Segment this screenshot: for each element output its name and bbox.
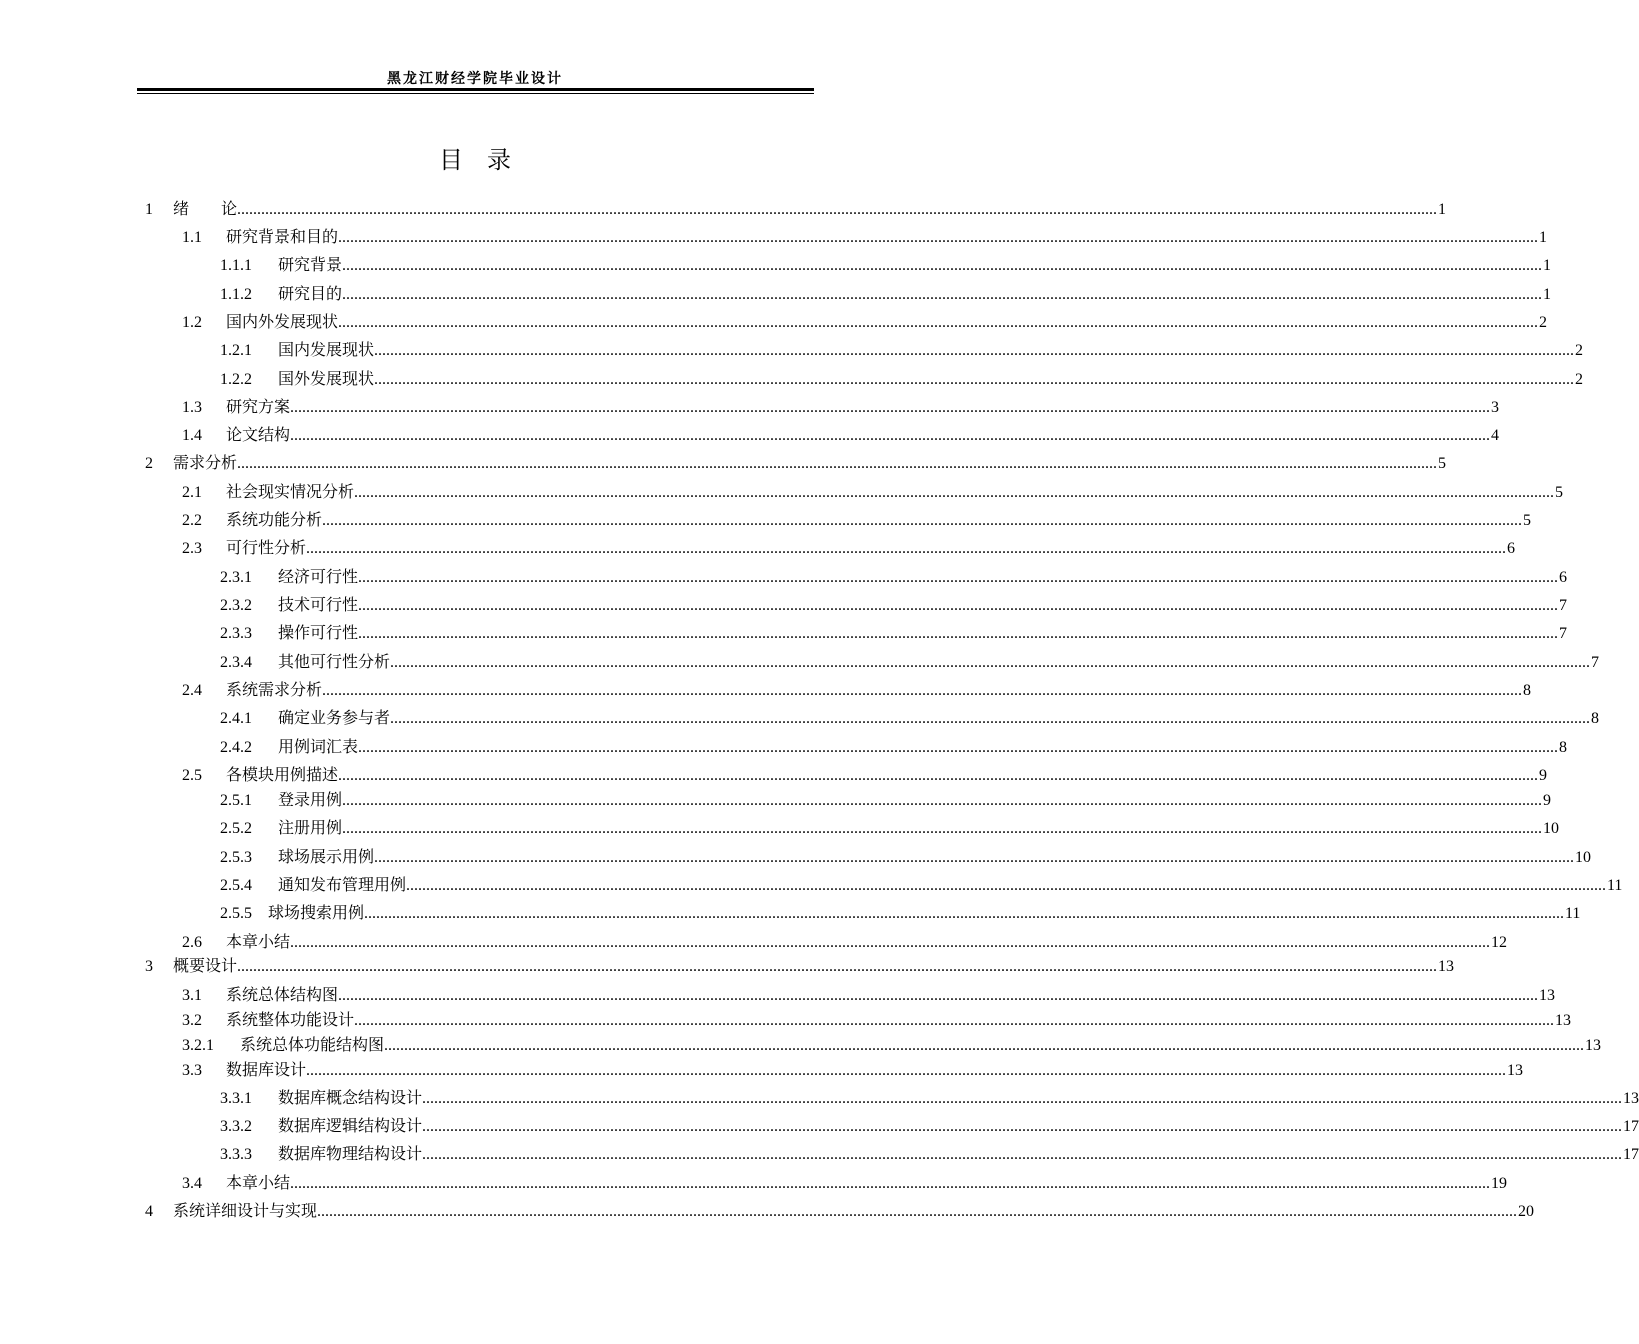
toc-entry-page: 13 bbox=[1437, 956, 1454, 978]
toc-leader-dots: ............................................................................................................................................................................................................................................................................................................ bbox=[322, 512, 1523, 529]
toc-entry-number: 2.2 bbox=[182, 512, 202, 529]
toc-entry-number: 3.1 bbox=[182, 987, 202, 1004]
toc-entry-page: 1 bbox=[1538, 227, 1547, 249]
toc-entry[interactable] bbox=[0, 1173, 1508, 1195]
toc-entry-title: 绪 论 bbox=[173, 199, 237, 221]
toc-leader-dots: ............................................................................................................................................................................................................................................................................................................ bbox=[306, 540, 1507, 557]
toc-entry-number: 2.3.1 bbox=[220, 569, 252, 586]
toc-entry[interactable] bbox=[0, 284, 1552, 306]
toc-leader-dots: ............................................................................................................................................................................................................................................................................................................ bbox=[422, 1118, 1623, 1135]
toc-leader-dots: ............................................................................................................................................................................................................................................................................................................ bbox=[422, 1090, 1623, 1107]
toc-entry-number: 1.2.2 bbox=[220, 371, 252, 388]
toc-leader-dots: ............................................................................................................................................................................................................................................................................................................ bbox=[406, 877, 1607, 894]
toc-entry-number: 3.2.1 bbox=[182, 1037, 214, 1054]
toc-entry-page: 5 bbox=[1554, 482, 1563, 504]
toc-entry-page: 8 bbox=[1522, 680, 1531, 702]
toc-entry[interactable] bbox=[0, 708, 1600, 730]
toc-leader-dots: ............................................................................................................................................................................................................................................................................................................ bbox=[317, 1203, 1518, 1220]
toc-leader-dots: ............................................................................................................................................................................................................................................................................................................ bbox=[374, 371, 1575, 388]
toc-entry-title: 研究背景 bbox=[278, 255, 342, 277]
toc-entry-number: 1.3 bbox=[182, 399, 202, 416]
toc-entry-number: 1.4 bbox=[182, 427, 202, 444]
toc-entry[interactable] bbox=[0, 453, 1447, 475]
toc-entry[interactable] bbox=[0, 567, 1568, 589]
toc-entry-number: 3.2 bbox=[182, 1012, 202, 1029]
toc-entry-number: 2.4.2 bbox=[220, 739, 252, 756]
toc-entry-title: 系统整体功能设计 bbox=[226, 1010, 354, 1032]
toc-entry-page: 1 bbox=[1542, 255, 1551, 277]
toc-leader-dots: ............................................................................................................................................................................................................................................................................................................ bbox=[364, 905, 1565, 922]
toc-entry-title: 系统总体结构图 bbox=[226, 985, 338, 1007]
toc-entry-number: 3.3.2 bbox=[220, 1118, 252, 1135]
toc-entry[interactable] bbox=[0, 903, 1581, 925]
toc-entry-number: 2.3 bbox=[182, 540, 202, 557]
toc-entry-page: 6 bbox=[1506, 538, 1515, 560]
toc-entry-title: 通知发布管理用例 bbox=[278, 875, 406, 897]
toc-entry-number: 3.4 bbox=[182, 1175, 202, 1192]
toc-entry-title: 本章小结 bbox=[226, 932, 290, 954]
toc-entry-page: 13 bbox=[1622, 1088, 1639, 1110]
toc-entry-number: 3 bbox=[145, 958, 153, 975]
toc-entry-title: 国内外发展现状 bbox=[226, 312, 338, 334]
toc-entry[interactable] bbox=[0, 680, 1532, 702]
toc-entry-title: 系统功能分析 bbox=[226, 510, 322, 532]
toc-entry[interactable] bbox=[0, 875, 1623, 897]
toc-leader-dots: ............................................................................................................................................................................................................................................................................................................ bbox=[338, 987, 1539, 1004]
toc-leader-dots: ............................................................................................................................................................................................................................................................................................................ bbox=[290, 934, 1491, 951]
toc-leader-dots: ............................................................................................................................................................................................................................................................................................................ bbox=[390, 710, 1591, 727]
toc-entry-title: 注册用例 bbox=[278, 818, 342, 840]
toc-entry-number: 1.2 bbox=[182, 314, 202, 331]
toc-entry-number: 2.6 bbox=[182, 934, 202, 951]
toc-entry-number: 2.5.3 bbox=[220, 849, 252, 866]
toc-entry-title: 数据库物理结构设计 bbox=[278, 1144, 422, 1166]
toc-entry-page: 17 bbox=[1622, 1116, 1639, 1138]
toc-entry-page: 6 bbox=[1558, 567, 1567, 589]
toc-leader-dots: ............................................................................................................................................................................................................................................................................................................ bbox=[374, 342, 1575, 359]
toc-leader-dots: ............................................................................................................................................................................................................................................................................................................ bbox=[237, 455, 1438, 472]
toc-entry-page: 3 bbox=[1490, 397, 1499, 419]
toc-entry-title: 论文结构 bbox=[226, 425, 290, 447]
toc-leader-dots: ............................................................................................................................................................................................................................................................................................................ bbox=[358, 625, 1559, 642]
toc-entry[interactable] bbox=[0, 623, 1568, 645]
toc-leader-dots: ............................................................................................................................................................................................................................................................................................................ bbox=[390, 654, 1591, 671]
toc-entry-title: 需求分析 bbox=[173, 453, 237, 475]
toc-entry-number: 3.3.3 bbox=[220, 1146, 252, 1163]
toc-leader-dots: ............................................................................................................................................................................................................................................................................................................ bbox=[237, 958, 1438, 975]
toc-entry[interactable] bbox=[0, 737, 1568, 759]
toc-leader-dots: ............................................................................................................................................................................................................................................................................................................ bbox=[237, 201, 1438, 218]
toc-entry[interactable] bbox=[0, 199, 1447, 221]
toc-entry[interactable] bbox=[0, 956, 1455, 978]
toc-entry-number: 3.3.1 bbox=[220, 1090, 252, 1107]
toc-leader-dots: ............................................................................................................................................................................................................................................................................................................ bbox=[290, 1175, 1491, 1192]
toc-leader-dots: ............................................................................................................................................................................................................................................................................................................ bbox=[306, 1062, 1507, 1079]
toc-entry-title: 社会现实情况分析 bbox=[226, 482, 354, 504]
toc-entry-number: 1.2.1 bbox=[220, 342, 252, 359]
toc-leader-dots: ............................................................................................................................................................................................................................................................................................................ bbox=[338, 229, 1539, 246]
toc-entry[interactable] bbox=[0, 818, 1560, 840]
toc-entry-number: 2 bbox=[145, 455, 153, 472]
toc-entry-title: 概要设计 bbox=[173, 956, 237, 978]
toc-entry-title: 研究背景和目的 bbox=[226, 227, 338, 249]
toc-entry-page: 11 bbox=[1606, 875, 1622, 897]
toc-entry[interactable] bbox=[0, 790, 1552, 812]
toc-entry-title: 球场展示用例 bbox=[278, 847, 374, 869]
toc-entry-page: 10 bbox=[1542, 818, 1559, 840]
toc-entry-title: 国外发展现状 bbox=[278, 369, 374, 391]
toc-leader-dots: ............................................................................................................................................................................................................................................................................................................ bbox=[354, 1012, 1555, 1029]
toc-entry-title: 登录用例 bbox=[278, 790, 342, 812]
toc-entry-number: 2.3.4 bbox=[220, 654, 252, 671]
toc-entry-title: 数据库设计 bbox=[226, 1060, 306, 1082]
toc-entry-title: 系统详细设计与实现 bbox=[173, 1201, 317, 1223]
toc-leader-dots: ............................................................................................................................................................................................................................................................................................................ bbox=[338, 767, 1539, 784]
toc-entry[interactable] bbox=[0, 510, 1532, 532]
toc-entry-page: 2 bbox=[1574, 369, 1583, 391]
toc-entry[interactable] bbox=[0, 340, 1584, 362]
toc-entry-page: 2 bbox=[1538, 312, 1547, 334]
toc-entry[interactable] bbox=[0, 1201, 1535, 1223]
toc-entry[interactable] bbox=[0, 652, 1600, 674]
toc-entry-title: 可行性分析 bbox=[226, 538, 306, 560]
toc-entry-page: 7 bbox=[1590, 652, 1599, 674]
toc-entry-number: 2.4 bbox=[182, 682, 202, 699]
toc-entry-number: 2.1 bbox=[182, 484, 202, 501]
toc-entry-title: 研究方案 bbox=[226, 397, 290, 419]
toc-entry[interactable] bbox=[0, 985, 1556, 1007]
toc-entry-number: 2.5.1 bbox=[220, 792, 252, 809]
toc-title: 目 录 bbox=[439, 148, 511, 174]
toc-leader-dots: ............................................................................................................................................................................................................................................................................................................ bbox=[422, 1146, 1623, 1163]
toc-leader-dots: ............................................................................................................................................................................................................................................................................................................ bbox=[290, 399, 1491, 416]
toc-entry[interactable] bbox=[0, 312, 1548, 334]
toc-entry-page: 7 bbox=[1558, 595, 1567, 617]
toc-entry[interactable] bbox=[0, 932, 1508, 954]
toc-entry-page: 11 bbox=[1564, 903, 1580, 925]
toc-entry[interactable] bbox=[0, 847, 1592, 869]
toc-entry-page: 9 bbox=[1538, 765, 1547, 787]
toc-entry-page: 5 bbox=[1522, 510, 1531, 532]
toc-entry[interactable] bbox=[0, 1060, 1524, 1082]
toc-entry[interactable] bbox=[0, 538, 1516, 560]
toc-leader-dots: ............................................................................................................................................................................................................................................................................................................ bbox=[374, 849, 1575, 866]
toc-entry-title: 用例词汇表 bbox=[278, 737, 358, 759]
toc-entry-page: 5 bbox=[1437, 453, 1446, 475]
toc-entry[interactable] bbox=[0, 595, 1568, 617]
header-rule-thick bbox=[137, 88, 814, 91]
toc-entry-page: 8 bbox=[1558, 737, 1567, 759]
toc-entry-page: 13 bbox=[1584, 1035, 1601, 1057]
toc-entry-title: 操作可行性 bbox=[278, 623, 358, 645]
toc-entry[interactable] bbox=[0, 765, 1548, 787]
toc-entry-page: 13 bbox=[1538, 985, 1555, 1007]
toc-leader-dots: ............................................................................................................................................................................................................................................................................................................ bbox=[342, 257, 1543, 274]
toc-entry-page: 1 bbox=[1542, 284, 1551, 306]
toc-leader-dots: ............................................................................................................................................................................................................................................................................................................ bbox=[358, 597, 1559, 614]
toc-entry-number: 2.3.3 bbox=[220, 625, 252, 642]
toc-leader-dots: ............................................................................................................................................................................................................................................................................................................ bbox=[322, 682, 1523, 699]
toc-leader-dots: ............................................................................................................................................................................................................................................................................................................ bbox=[354, 484, 1555, 501]
toc-leader-dots: ............................................................................................................................................................................................................................................................................................................ bbox=[358, 569, 1559, 586]
toc-entry-title: 球场搜索用例 bbox=[268, 903, 364, 925]
toc-leader-dots: ............................................................................................................................................................................................................................................................................................................ bbox=[342, 820, 1543, 837]
toc-entry-page: 4 bbox=[1490, 425, 1499, 447]
toc-entry-page: 9 bbox=[1542, 790, 1551, 812]
toc-entry-number: 1 bbox=[145, 201, 153, 218]
toc-entry[interactable] bbox=[0, 227, 1548, 249]
toc-entry[interactable] bbox=[0, 425, 1500, 447]
toc-leader-dots: ............................................................................................................................................................................................................................................................................................................ bbox=[384, 1037, 1585, 1054]
toc-entry-title: 本章小结 bbox=[226, 1173, 290, 1195]
toc-entry[interactable] bbox=[0, 1088, 1639, 1110]
toc-entry-page: 2 bbox=[1574, 340, 1583, 362]
toc-entry-page: 19 bbox=[1490, 1173, 1507, 1195]
toc-entry-page: 20 bbox=[1517, 1201, 1534, 1223]
toc-leader-dots: ............................................................................................................................................................................................................................................................................................................ bbox=[338, 314, 1539, 331]
page-header: 黑龙江财经学院毕业设计 bbox=[387, 72, 563, 87]
toc-leader-dots: ............................................................................................................................................................................................................................................................................................................ bbox=[342, 286, 1543, 303]
toc-entry[interactable] bbox=[0, 1116, 1639, 1138]
toc-entry-number: 1.1.2 bbox=[220, 286, 252, 303]
toc-entry-number: 2.4.1 bbox=[220, 710, 252, 727]
toc-entry[interactable] bbox=[0, 1010, 1572, 1032]
toc-entry[interactable] bbox=[0, 369, 1584, 391]
toc-entry-title: 国内发展现状 bbox=[278, 340, 374, 362]
toc-entry-page: 10 bbox=[1574, 847, 1591, 869]
toc-entry-page: 8 bbox=[1590, 708, 1599, 730]
toc-entry-title: 各模块用例描述 bbox=[226, 765, 338, 787]
toc-entry[interactable] bbox=[0, 255, 1552, 277]
toc-entry[interactable] bbox=[0, 1144, 1639, 1166]
toc-entry-number: 2.5.2 bbox=[220, 820, 252, 837]
toc-entry-title: 经济可行性 bbox=[278, 567, 358, 589]
toc-leader-dots: ............................................................................................................................................................................................................................................................................................................ bbox=[342, 792, 1543, 809]
toc-entry-number: 3.3 bbox=[182, 1062, 202, 1079]
toc-entry-title: 数据库逻辑结构设计 bbox=[278, 1116, 422, 1138]
toc-entry-page: 13 bbox=[1554, 1010, 1571, 1032]
toc-entry-number: 2.5 bbox=[182, 767, 202, 784]
toc-entry-title: 技术可行性 bbox=[278, 595, 358, 617]
toc-entry-title: 确定业务参与者 bbox=[278, 708, 390, 730]
toc-entry-number: 1.1.1 bbox=[220, 257, 252, 274]
toc-entry-page: 1 bbox=[1437, 199, 1446, 221]
toc-entry-number: 1.1 bbox=[182, 229, 202, 246]
toc-entry-title: 系统总体功能结构图 bbox=[240, 1035, 384, 1057]
toc-entry-title: 研究目的 bbox=[278, 284, 342, 306]
header-rule-thin bbox=[137, 93, 814, 94]
toc-entry-number: 4 bbox=[145, 1203, 153, 1220]
toc-entry-title: 数据库概念结构设计 bbox=[278, 1088, 422, 1110]
toc-leader-dots: ............................................................................................................................................................................................................................................................................................................ bbox=[290, 427, 1491, 444]
toc-entry-title: 其他可行性分析 bbox=[278, 652, 390, 674]
toc-leader-dots: ............................................................................................................................................................................................................................................................................................................ bbox=[358, 739, 1559, 756]
toc-entry-number: 2.3.2 bbox=[220, 597, 252, 614]
toc-entry-number: 2.5.5 bbox=[220, 905, 252, 922]
toc-entry[interactable] bbox=[0, 1035, 1602, 1057]
toc-entry[interactable] bbox=[0, 397, 1500, 419]
toc-entry-page: 17 bbox=[1622, 1144, 1639, 1166]
toc-entry[interactable] bbox=[0, 482, 1564, 504]
toc-entry-page: 12 bbox=[1490, 932, 1507, 954]
toc-entry-page: 7 bbox=[1558, 623, 1567, 645]
toc-entry-number: 2.5.4 bbox=[220, 877, 252, 894]
toc-entry-page: 13 bbox=[1506, 1060, 1523, 1082]
toc-entry-title: 系统需求分析 bbox=[226, 680, 322, 702]
